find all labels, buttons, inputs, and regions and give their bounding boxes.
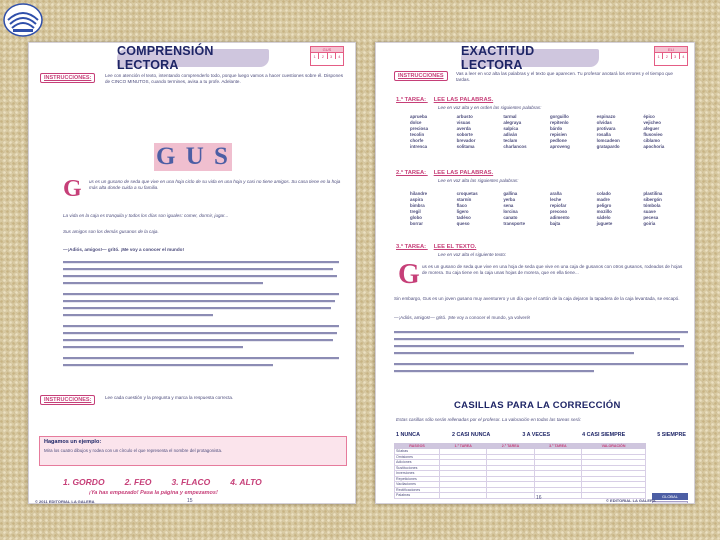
page-title: COMPRENSIÓN LECTORA — [117, 49, 269, 67]
story-title-text: G U S — [156, 143, 230, 170]
casillas-sub: Estas casillas sólo serán rellenadas por el profesor. La valoración en todas las tareas será: — [396, 417, 581, 422]
example-box — [39, 436, 347, 466]
word-item: gallina — [503, 191, 518, 196]
row-label: Rectificaciones — [395, 487, 440, 493]
drop-cap-g: G — [63, 176, 82, 202]
word-item: tecolin — [410, 132, 425, 137]
instructions-text: Lee con atención el texto, intentando comprenderlo todo, porque luego vamos a hacer cuestiones sobre él. Dispones de CINCO MINUTOS, cuando termines, avisa a tu profe. Adelante. — [105, 73, 344, 85]
story-paragraph: us es un gusano de seda que vive en una hoja ciclo de su vida en una hoja y casi no tiene amigos. Su casa tiene en la hoja más alta donde cuida a su familia. — [89, 179, 341, 191]
story-paragraph: Sus amigos son los demás gusanos de la caja. — [63, 229, 159, 234]
word-item: tarmal — [503, 114, 517, 119]
word-item: soborte — [456, 132, 473, 137]
score-grid-cell: 4 — [682, 54, 685, 59]
tarea-heading: LEE LAS PALABRAS. — [433, 170, 494, 176]
tarea-number: 3.ª TAREA: — [396, 244, 427, 250]
globe-seal-icon — [2, 2, 44, 38]
word-item: globo — [410, 215, 422, 220]
rating-option: 5 SIEMPRE — [657, 432, 686, 438]
rating-option: 1 NUNCA — [396, 432, 420, 438]
word-item: salpíca — [503, 126, 519, 131]
word-item: lorcina — [503, 209, 518, 214]
word-item: protivara — [596, 126, 616, 131]
word-item: starnín — [456, 197, 472, 202]
word-item: suave — [643, 209, 656, 214]
score-grid-cell: 2 — [319, 53, 327, 59]
word-item: tadéso — [456, 215, 471, 220]
word-item: gratapardo — [596, 144, 620, 149]
page-number: 15 — [187, 498, 193, 504]
page-number: 16 — [536, 495, 542, 501]
tarea-3-label — [396, 244, 476, 250]
word-item: intrenca — [410, 144, 428, 149]
score-grid-cell: 3 — [672, 53, 680, 59]
table-header: 2.ª TAREA — [487, 444, 534, 449]
story-text-lines — [394, 327, 688, 387]
word-item: adimento — [550, 215, 570, 220]
tarea-heading: LEE LAS PALABRAS. — [433, 97, 494, 103]
word-item: colado — [596, 191, 611, 196]
rating-option: 4 CASI SIEMPRE — [582, 432, 626, 438]
tarea-heading: LEE EL TEXTO. — [433, 244, 477, 250]
word-item: aproveng — [550, 144, 570, 149]
drop-cap-g: G — [398, 259, 420, 290]
word-grid-1 — [410, 114, 690, 149]
word-item: madre — [596, 197, 610, 202]
word-item: arbusto — [456, 114, 473, 119]
tarea-number: 2.ª TAREA: — [396, 170, 427, 176]
page-footer: © 2011 EDITORIAL LA GALERA — [35, 499, 95, 504]
table-header: 3.ª TAREA — [534, 444, 581, 449]
score-grid — [310, 46, 344, 66]
word-item: yerba — [503, 197, 516, 202]
rating-option: 3 A VECES — [522, 432, 551, 438]
score-grid-cell: 3 — [328, 53, 336, 59]
option[interactable]: 4. ALTO — [230, 477, 262, 487]
word-item: repiofar — [550, 203, 567, 208]
word-item: vejicheo — [643, 120, 661, 125]
word-item: dolce — [410, 120, 422, 125]
word-item: hilandre — [410, 191, 428, 196]
word-item: visuas — [456, 120, 471, 125]
word-item: ligero — [456, 209, 469, 214]
word-item: averda — [456, 126, 471, 131]
table-header: VALORACIÓN — [582, 444, 646, 449]
word-item: flaco — [456, 203, 467, 208]
word-grid-2 — [410, 191, 690, 226]
rating-scale — [396, 432, 686, 438]
word-item: araña — [550, 191, 562, 196]
instructions-label: INSTRUCCIONES — [394, 71, 448, 81]
instructions-text-2: Lee cada cuestión y la pregunta y marca la respuesta correcta. — [105, 395, 234, 400]
instructions-footer: ¡Ya has empezado! Pasa la página y empezamos! — [89, 490, 218, 496]
story-paragraph: —¡Adiós, amigos!— gritó. ¡Me voy a conocer el mundo, ya volveré! — [394, 315, 531, 320]
score-grid-label: GUS — [311, 47, 343, 52]
tarea-3-sub: Lee en voz alta el siguiente texto: — [438, 252, 507, 257]
instructions-label: INSTRUCCIONES: — [40, 73, 95, 83]
word-item: gorguillo — [550, 114, 569, 119]
word-item: adiván — [503, 132, 518, 137]
word-item: pecesa — [643, 215, 659, 220]
word-item: repisíen — [550, 132, 567, 137]
tarea-1-label — [396, 97, 493, 103]
word-item: afeguer — [643, 126, 660, 131]
word-item: borrar — [410, 221, 423, 226]
word-item: peligro — [596, 203, 612, 208]
table-header: 1.ª TAREA — [440, 444, 487, 449]
tarea-number: 1.ª TAREA: — [396, 97, 427, 103]
page-footer: © EDITORIAL LA GALERA — [606, 498, 656, 503]
example-label: Hagamos un ejemplo: — [44, 439, 102, 445]
row-label: Vacilaciones — [395, 482, 440, 488]
page-title: EXACTITUD LECTORA — [461, 49, 599, 67]
word-item: aspira — [410, 197, 423, 202]
word-item: croquetas — [456, 191, 478, 196]
word-item: sena — [503, 203, 514, 208]
word-item: bimbra — [410, 203, 425, 208]
right-page — [375, 42, 695, 504]
row-label: Adiciones — [395, 460, 440, 466]
row-label: Inversiones — [395, 471, 440, 477]
score-cell[interactable] — [487, 493, 534, 499]
example-text: Mira los cuatro dibujos y rodea con un círculo el que representa el nombre del protagonista. — [44, 448, 223, 453]
story-title — [154, 143, 232, 171]
word-item: lomcadeon — [596, 138, 620, 143]
word-item: tregil — [410, 209, 421, 214]
instructions-label-2: INSTRUCCIONES: — [40, 395, 95, 405]
option[interactable]: 2. FEO — [124, 477, 152, 487]
word-item: juguete — [596, 221, 613, 226]
word-item: goiria — [643, 221, 656, 226]
row-label: Palabras — [395, 493, 440, 499]
word-item: plastilina — [643, 191, 663, 196]
word-item: sibergón — [643, 197, 662, 202]
word-item: charlancos — [503, 144, 527, 149]
word-item: mozillo — [596, 209, 612, 214]
word-item: tómbola — [643, 203, 661, 208]
score-grid-cell: 1 — [311, 53, 319, 59]
score-cell[interactable] — [440, 493, 487, 499]
word-item: espinazo — [596, 114, 616, 119]
rating-option: 2 CASI NUNCA — [451, 432, 491, 438]
score-grid — [654, 46, 688, 66]
row-label: Omisiones — [395, 454, 440, 460]
word-item: apochoria — [643, 144, 665, 149]
row-label: Repeticiones — [395, 476, 440, 482]
story-paragraph: La vida en la caja es tranquila y todos los días son iguales: comer, dormir, jugar... — [63, 213, 229, 218]
word-item: aprueba — [410, 114, 428, 119]
instructions-text: Vas a leer en voz alta las palabras y el texto que aparecen. Tu profesor anotará los errores y el tiempo que tardas. — [456, 71, 673, 83]
word-item: olvidas — [596, 120, 612, 125]
word-item: canato — [503, 215, 518, 220]
word-item: flusovieo — [643, 132, 663, 137]
word-item: solitama — [456, 144, 475, 149]
left-page — [28, 42, 356, 504]
story-quote: —¡Adiós, amigos!— gritó. ¡Me voy a conocer el mundo! — [63, 247, 184, 252]
tarea-1-sub: Lee en voz alta y en orden las siguientes palabras: — [438, 105, 542, 110]
word-item: preciosa — [410, 126, 429, 131]
word-item: sádelo — [596, 215, 611, 220]
story-paragraph: Sin embargo, Gus es un joven gusano muy aventurero y un día que el cartón de la caja dejaron la tapadera de la caja levantada, se escapó. — [394, 296, 680, 301]
score-grid-cell: 1 — [655, 53, 663, 59]
correction-table — [394, 443, 646, 499]
global-score-box[interactable] — [652, 501, 688, 504]
word-item: brevador — [456, 138, 476, 143]
global-label: GLOBAL — [652, 493, 688, 500]
word-item: leche — [550, 197, 562, 202]
word-item: rosalla — [596, 132, 611, 137]
word-item: pedlone — [550, 138, 567, 143]
word-item: bárdo — [550, 126, 563, 131]
row-label: Sílabas — [395, 449, 440, 455]
options-row — [63, 477, 262, 487]
story-text-lines — [63, 259, 339, 379]
option[interactable]: 3. FLACO — [171, 477, 211, 487]
word-item: ciblamo — [643, 138, 660, 143]
story-paragraph: us es un gusano de seda que vive en una hoja de seda que vive en una caja de gusanos con otros gusanos, rodeados de hojas de morera. Su caja tiene en la caja unas hojas de morera, que en ella tiene... — [422, 264, 683, 276]
tarea-2-label — [396, 170, 493, 176]
word-item: bajta — [550, 221, 561, 226]
option[interactable]: 1. GORDO — [63, 477, 105, 487]
word-item: precoso — [550, 209, 568, 214]
word-item: repítenlo — [550, 120, 569, 125]
tarea-2-sub: Lee en voz alta las siguientes palabras: — [438, 178, 519, 183]
table-header: RASGOS — [395, 444, 440, 449]
casillas-title: CASILLAS PARA LA CORRECCIÓN — [454, 400, 621, 411]
word-item: alegraya — [503, 120, 522, 125]
word-item: chorfe — [410, 138, 424, 143]
word-item: queso — [456, 221, 470, 226]
score-grid-cell: 4 — [338, 54, 341, 59]
score-grid-label: ELI — [655, 47, 687, 52]
score-grid-cell: 2 — [663, 53, 671, 59]
word-item: transporte — [503, 221, 526, 226]
word-item: teclam — [503, 138, 518, 143]
row-label: Sustituciones — [395, 465, 440, 471]
word-item: épico — [643, 114, 655, 119]
